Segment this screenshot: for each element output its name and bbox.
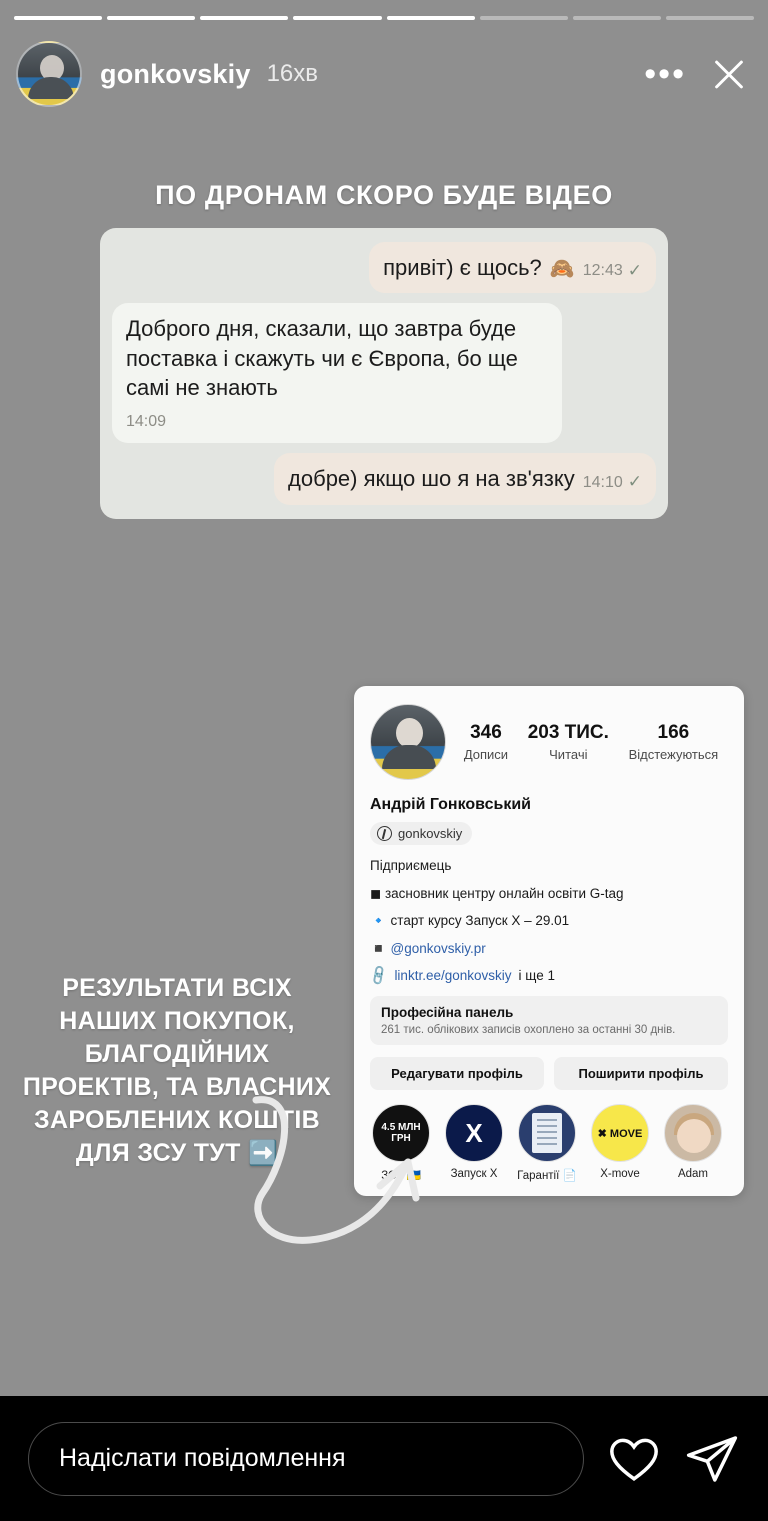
story-progress-segment[interactable] bbox=[107, 16, 195, 20]
stat-posts[interactable] bbox=[464, 722, 508, 762]
profile-header-row bbox=[370, 704, 728, 780]
professional-dashboard-title: Професійна панель bbox=[381, 1005, 514, 1021]
chat-message-row bbox=[112, 453, 656, 504]
story-headline: ПО ДРОНАМ СКОРО БУДЕ ВІДЕО bbox=[155, 180, 613, 210]
bio-line-4[interactable]: ◾ @gonkovskiy.pr bbox=[370, 940, 486, 956]
stat-followers[interactable] bbox=[528, 722, 609, 762]
message-input[interactable] bbox=[28, 1422, 584, 1496]
edit-profile-button[interactable]: Редагувати профіль bbox=[370, 1057, 544, 1090]
professional-dashboard-subtitle: 261 тис. облікових записів охоплено за останні 30 днів. bbox=[381, 1024, 676, 1037]
highlight-xmove-cover bbox=[591, 1104, 649, 1162]
profile-action-buttons bbox=[370, 1057, 728, 1090]
handdrawn-arrow-icon bbox=[240, 1090, 450, 1270]
like-button[interactable] bbox=[606, 1431, 662, 1487]
profile-link-more[interactable]: і ще 1 bbox=[518, 968, 555, 984]
professional-dashboard[interactable] bbox=[370, 996, 728, 1045]
highlight-guarantees[interactable] bbox=[516, 1104, 578, 1182]
chat-bubble bbox=[274, 453, 656, 504]
profile-link-row[interactable] bbox=[366, 963, 728, 987]
chat-bubble-text: привіт) є щось? bbox=[383, 255, 542, 280]
arrow-right-icon: ➡️ bbox=[247, 1140, 279, 1167]
profile-display-name: Андрій Гонковський bbox=[370, 796, 532, 813]
chat-bubble bbox=[369, 242, 656, 293]
highlight-zapusk-x-label: Запуск Х bbox=[450, 1168, 498, 1181]
profile-avatar-body bbox=[382, 745, 436, 769]
stat-posts-value: 346 bbox=[470, 722, 502, 743]
chat-bubble-time: 14:09 bbox=[126, 412, 167, 430]
highlight-adam[interactable] bbox=[662, 1104, 724, 1182]
story-progress-segment[interactable] bbox=[14, 16, 102, 20]
child-face bbox=[677, 1119, 711, 1153]
chat-bubble-time: 12:43 bbox=[582, 262, 623, 280]
threads-badge[interactable] bbox=[370, 822, 472, 845]
story-caption-text: РЕЗУЛЬТАТИ ВСІХ НАШИХ ПОКУПОК, БЛАГОДІЙНИХ ПРОЕКТІВ, ТА ВЛАСНИХ ЗАРОБЛЕНИХ КОШТІВ ДЛЯ ЗСУ ТУТ bbox=[22, 974, 332, 1167]
username[interactable]: gonkovskiy bbox=[100, 58, 251, 89]
story-progress-bars bbox=[14, 16, 754, 20]
highlight-guarantees-label: Гарантії 📄 bbox=[517, 1170, 577, 1183]
stat-posts-label: Дописи bbox=[463, 747, 509, 762]
send-icon bbox=[684, 1431, 740, 1487]
highlight-adam-label: Adam bbox=[677, 1168, 709, 1181]
chat-bubble-time: 14:10 bbox=[582, 473, 623, 491]
stat-following-value: 166 bbox=[657, 722, 690, 743]
profile-stats bbox=[446, 722, 728, 762]
heart-icon bbox=[606, 1431, 662, 1487]
message-input-placeholder: Надіслати повідомлення bbox=[59, 1444, 346, 1472]
highlight-adam-cover bbox=[664, 1104, 722, 1162]
more-options-icon[interactable]: ••• bbox=[644, 55, 686, 93]
bio-line-3: 🔹 старт курсу Запуск Х – 29.01 bbox=[370, 913, 570, 929]
profile-link-url[interactable]: linktr.ee/gonkovskiy bbox=[394, 968, 512, 984]
chat-bubble-text: Доброго дня, сказали, що завтра буде поставка і скажуть чи є Європа, бо ще самі не знають bbox=[126, 316, 518, 401]
chat-bubble bbox=[112, 303, 562, 443]
highlight-xmove[interactable] bbox=[589, 1104, 651, 1182]
story-progress-segment[interactable] bbox=[573, 16, 661, 20]
chat-bubble-meta bbox=[583, 260, 642, 283]
highlight-zsu-label: ЗСУ 🇺🇦 bbox=[381, 1170, 421, 1183]
highlight-zapusk-x-badge: X bbox=[465, 1117, 483, 1148]
chat-bubble-meta bbox=[126, 411, 166, 432]
link-icon: 🔗 bbox=[366, 963, 391, 987]
bio-line-1: Підприємець bbox=[370, 858, 452, 873]
bio-line-2: ◼ засновник центру онлайн освіти G-tag bbox=[370, 885, 624, 901]
stat-followers-value: 203 ТИС. bbox=[527, 722, 609, 743]
chat-bubble-text: добре) якщо шо я на зв'язку bbox=[288, 466, 575, 492]
avatar-body bbox=[28, 77, 74, 99]
avatar[interactable] bbox=[16, 41, 82, 107]
story-progress-segment[interactable] bbox=[387, 16, 475, 20]
highlight-xmove-badge: ✖ MOVE bbox=[597, 1127, 643, 1140]
stat-followers-label: Читачі bbox=[549, 747, 588, 762]
chat-message-row bbox=[112, 242, 656, 293]
highlight-xmove-label: X-move bbox=[600, 1168, 640, 1181]
highlight-guarantees-cover bbox=[518, 1104, 576, 1162]
close-icon[interactable] bbox=[710, 55, 748, 93]
share-button[interactable] bbox=[684, 1431, 740, 1487]
stat-following-label: Відстежуються bbox=[628, 747, 719, 762]
chat-bubble-meta bbox=[583, 471, 642, 494]
stat-following[interactable] bbox=[629, 722, 719, 762]
highlight-zapusk-x[interactable] bbox=[443, 1104, 505, 1182]
threads-handle: gonkovskiy bbox=[398, 826, 463, 841]
profile-avatar-face bbox=[396, 718, 423, 748]
highlight-zsu-badge: 4.5 МЛН ГРН bbox=[381, 1121, 421, 1145]
chat-bubble-read-tick: ✓ bbox=[627, 260, 642, 280]
profile-avatar bbox=[370, 704, 446, 780]
share-profile-button[interactable]: Поширити профіль bbox=[554, 1057, 728, 1090]
story-header bbox=[16, 40, 752, 108]
chat-screenshot bbox=[100, 228, 668, 519]
story-timestamp: 16хв bbox=[266, 60, 319, 87]
highlight-zapusk-x-cover bbox=[445, 1104, 503, 1162]
chat-message-row bbox=[112, 303, 656, 443]
chat-bubble-emoji: 🙈 bbox=[549, 257, 575, 280]
document-icon bbox=[532, 1113, 562, 1153]
story-progress-segment[interactable] bbox=[200, 16, 288, 20]
story-reply-bar bbox=[0, 1396, 768, 1521]
story-progress-segment[interactable] bbox=[293, 16, 381, 20]
chat-bubble-read-tick: ✓ bbox=[627, 472, 642, 492]
story-progress-segment[interactable] bbox=[480, 16, 568, 20]
threads-icon bbox=[377, 826, 392, 841]
story-progress-segment[interactable] bbox=[666, 16, 754, 20]
